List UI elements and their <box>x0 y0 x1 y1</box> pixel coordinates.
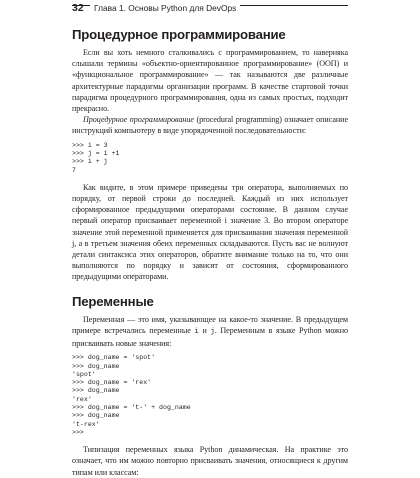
code-line: >>> <box>72 428 84 436</box>
code-line: >>> dog_name = 'spot' <box>72 354 156 362</box>
code-line: 't-rex' <box>72 420 100 428</box>
text-run: Переменная — это имя, указывающее на какое-то значение. В предыдущем примере встречались переменные <box>72 314 348 335</box>
code-block-procedural <box>72 142 348 175</box>
page-body <box>72 20 348 478</box>
page-number: 32 <box>72 2 84 14</box>
inline-code-i: i <box>194 327 199 336</box>
definition-text: (procedural programming) означает описание инструкций компьютеру в виде упорядоченной последовательности: <box>72 115 348 136</box>
paragraph-procedural-definition <box>72 114 348 136</box>
text-run: . Переменным в языке Python можно присваивать новые значения: <box>72 325 348 349</box>
code-line: 7 <box>72 166 76 174</box>
inline-code-j: j <box>210 327 215 336</box>
code-line: >>> dog_name <box>72 387 120 395</box>
paragraph-variables-intro <box>72 314 348 350</box>
code-line: >>> dog_name = 't-' + dog_name <box>72 404 191 412</box>
paragraph-explanation: Как видите, в этом примере приведены три оператора, выполняемых по порядку, от первой строки до последней. Каждый из них использует сформированное предыдущими операторами состояние. В данном случае первый оператор присваивает переменной i значение 3. Во втором операторе значение этой переменной применяется для присваивания значения переменной j, а в третьем значения обеих переменных складываются. Пусть вас не волнуют детали синтаксиса этих операторов, обратите внимание только на то, что они выполняются по порядку и зависят от состояния, сформированного предыдущими операторами. <box>72 182 348 282</box>
page-header <box>0 0 420 16</box>
code-line: 'rex' <box>72 395 92 403</box>
code-block-variables <box>72 354 348 437</box>
paragraph-dynamic-typing: Типизация переменных языка Python динамическая. На практике это означает, что им можно повторно присваивать значения, относящиеся к другим типам или классам: <box>72 445 348 477</box>
code-line: >>> i + j <box>72 158 108 166</box>
section-title-variables: Переменные <box>72 293 154 309</box>
running-head: Глава 1. Основы Python для DevOps <box>90 0 240 16</box>
term-procedural: Процедурное программирование <box>83 115 194 125</box>
section-title-procedural: Процедурное программирование <box>72 27 286 42</box>
code-line: >>> i = 3 <box>72 141 108 149</box>
paragraph-intro: Если вы хоть немного сталкивались с программированием, то наверняка слышали термины «объектно-ориентированное программирование» (ООП) и «функциональное программирование» — так называются две различные архитектурные парадигмы организации программ. В качестве стартовой точки парадигма процедурного программирования, одна из самых простых, подходит прекрасно. <box>72 48 348 114</box>
code-line: >>> dog_name <box>72 412 120 420</box>
code-line: >>> j = i +1 <box>72 149 120 157</box>
code-line: 'spot' <box>72 370 96 378</box>
text-run: и <box>198 325 211 335</box>
code-line: >>> dog_name = 'rex' <box>72 379 152 387</box>
code-line: >>> dog_name <box>72 362 120 370</box>
